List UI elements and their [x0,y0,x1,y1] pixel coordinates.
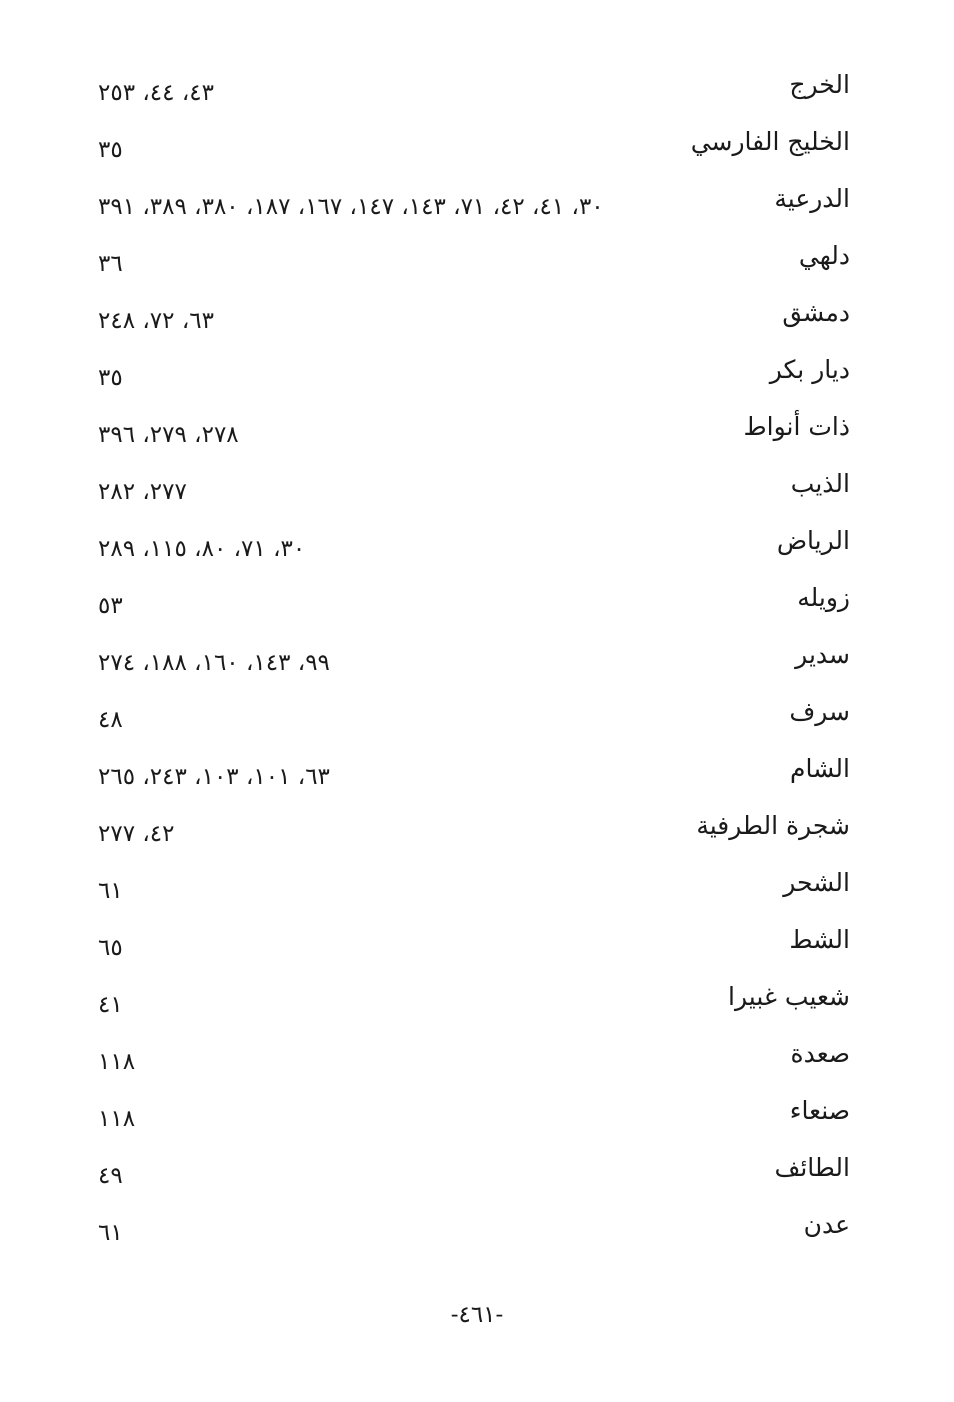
page-references: ٢٧٨، ٢٧٩، ٣٩٦ [98,422,239,448]
place-index-list [0,64,954,1261]
index-entry [0,406,954,463]
place-name: الشط [789,925,850,954]
page-references: ٣٦ [98,251,123,277]
page-references: ٦١ [98,1220,123,1246]
place-name: دمشق [782,298,850,327]
page-references: ١١٨ [98,1106,136,1132]
page-references: ٤١ [98,992,123,1018]
place-name: عدن [803,1210,850,1239]
page-references: ٥٣ [98,593,123,619]
page-references: ٦٥ [98,935,123,961]
index-entry [0,463,954,520]
page-references: ٤٢، ٢٧٧ [98,821,175,847]
place-name: الدرعية [774,184,850,213]
index-entry [0,577,954,634]
index-entry [0,1204,954,1261]
place-name: الشام [790,754,850,783]
page-references: ٤٩ [98,1163,123,1189]
index-entry [0,691,954,748]
index-entry [0,919,954,976]
place-name: الخليج الفارسي [690,127,850,156]
index-entry [0,292,954,349]
place-name: ذات أنواط [743,412,850,441]
place-name: الشحر [783,868,850,897]
page-references: ٩٩، ١٤٣، ١٦٠، ١٨٨، ٢٧٤ [98,650,330,676]
place-name: سرف [789,697,850,726]
page-references: ٣٠، ٤١، ٤٢، ٧١، ١٤٣، ١٤٧، ١٦٧، ١٨٧، ٣٨٠، ٣٨٩، ٣٩١ [98,194,604,220]
place-name: شعيب غبيرا [728,982,850,1011]
place-name: شجرة الطرفية [696,811,850,840]
page-references: ٤٨ [98,707,123,733]
place-name: الخرج [789,70,850,99]
index-entry [0,748,954,805]
page-references: ٢٧٧، ٢٨٢ [98,479,187,505]
place-name: الطائف [774,1153,850,1182]
index-entry [0,1090,954,1147]
place-name: سدير [795,640,850,669]
index-entry [0,235,954,292]
index-entry [0,520,954,577]
place-name: صعدة [790,1039,850,1068]
place-name: الذيب [790,469,850,498]
index-entry [0,634,954,691]
index-entry [0,862,954,919]
place-name: زويله [797,583,850,612]
place-name: دلهي [798,241,850,270]
page-references: ٦١ [98,878,123,904]
index-entry [0,1147,954,1204]
page-references: ٣٠، ٧١، ٨٠، ١١٥، ٢٨٩ [98,536,306,562]
index-entry [0,805,954,862]
index-entry [0,178,954,235]
page-references: ١١٨ [98,1049,136,1075]
page-references: ٣٥ [98,365,123,391]
page-references: ٣٥ [98,137,123,163]
place-name: الرياض [776,526,850,555]
index-entry [0,976,954,1033]
index-entry [0,64,954,121]
index-entry [0,349,954,406]
page-references: ٤٣، ٤٤، ٢٥٣ [98,80,214,106]
page-number: -٤٦١- [450,1302,504,1328]
index-entry [0,121,954,178]
index-entry [0,1033,954,1090]
page-references: ٦٣، ١٠١، ١٠٣، ٢٤٣، ٢٦٥ [98,764,330,790]
place-name: ديار بكر [769,355,850,384]
place-name: صنعاء [789,1096,850,1125]
page-references: ٦٣، ٧٢، ٢٤٨ [98,308,214,334]
